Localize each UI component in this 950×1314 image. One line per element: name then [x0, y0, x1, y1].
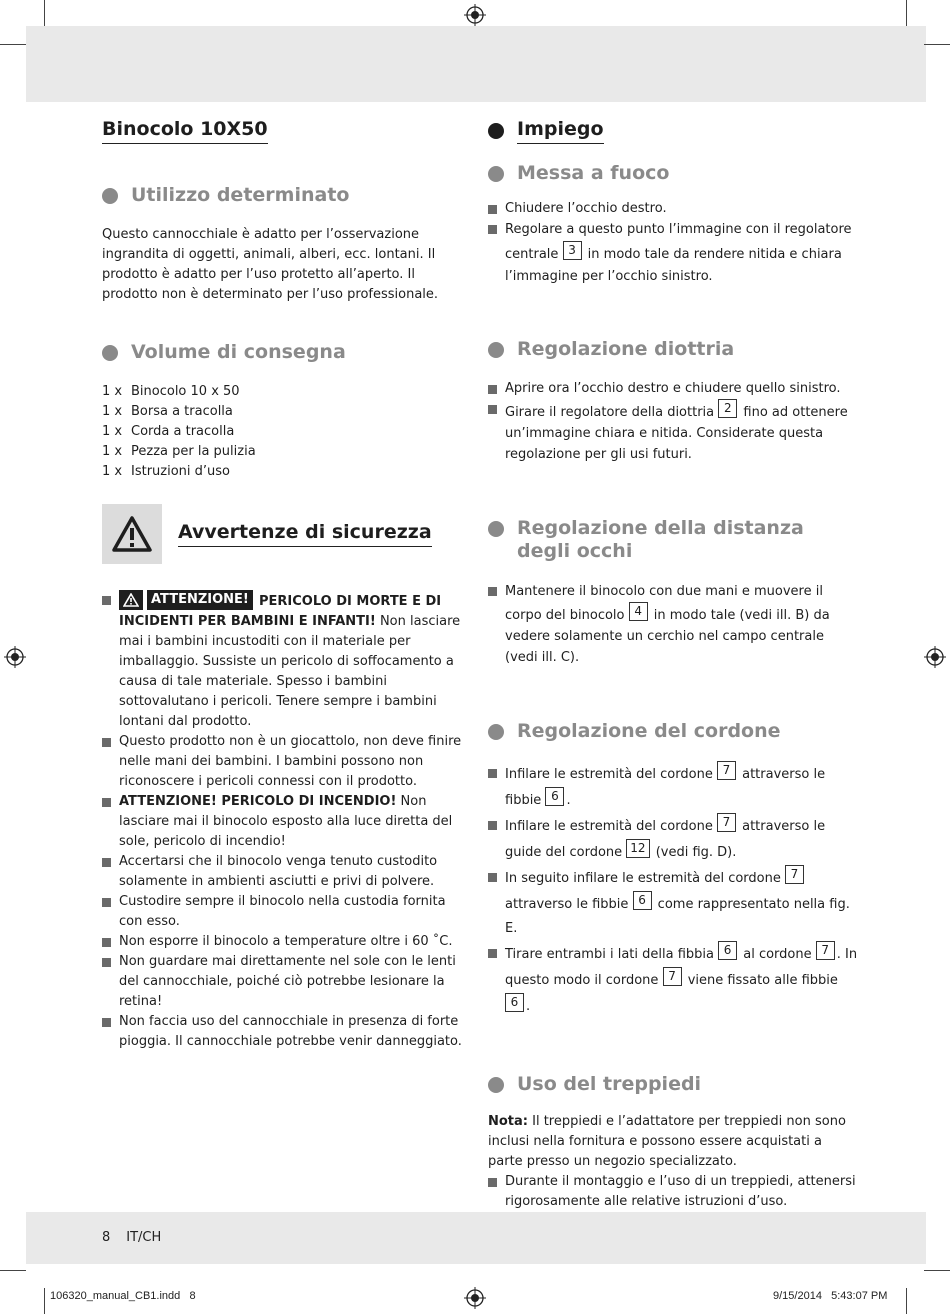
item-text: . In questo modo il cordone	[505, 947, 858, 988]
bullet-square-icon	[488, 821, 497, 830]
bullet-square-icon	[102, 858, 111, 867]
item-text: Chiudere l’occhio destro.	[505, 201, 667, 216]
list-item	[102, 590, 462, 732]
tripod-note	[488, 1112, 858, 1172]
diottria-list	[488, 379, 858, 465]
item-name: Borsa a tracolla	[131, 404, 233, 419]
list-item	[102, 952, 462, 1012]
bullet-square-icon	[488, 225, 497, 234]
item-text: in modo tale da rendere nitida e chiara l’immagine per l’occhio sinistro.	[505, 247, 842, 284]
bullet-square-icon	[488, 949, 497, 958]
messa-list	[488, 199, 858, 288]
part-ref: 6	[505, 993, 524, 1012]
delivery-list	[102, 382, 462, 482]
item-text: Girare il regolatore della diottria	[505, 405, 719, 420]
list-item	[102, 932, 462, 952]
bullet-square-icon	[488, 405, 497, 414]
item-name: Binocolo 10 x 50	[131, 384, 240, 399]
bullet-square-icon	[488, 205, 497, 214]
heading-distanza	[488, 517, 858, 563]
crop-mark	[924, 44, 950, 45]
item-text: attraverso le fibbie	[505, 897, 633, 912]
crop-mark	[924, 1270, 950, 1271]
bullet-dot-icon	[102, 188, 118, 204]
list-item	[102, 442, 462, 462]
right-column	[488, 112, 858, 1212]
part-ref: 7	[717, 761, 736, 780]
heading-distanza-text	[517, 517, 804, 563]
list-item	[102, 892, 462, 932]
list-item	[102, 382, 462, 402]
part-ref: 7	[816, 941, 835, 960]
item-text: Non esporre il binocolo a temperature oltre i 60 ˚C.	[119, 934, 453, 949]
item-qty: 1 x	[102, 384, 123, 399]
cordone-list	[488, 761, 858, 1019]
part-ref: 6	[718, 941, 737, 960]
item-text: al cordone	[739, 947, 816, 962]
list-item	[102, 402, 462, 422]
danger-text: ATTENZIONE! PERICOLO DI INCENDIO!	[119, 794, 397, 809]
crop-mark	[0, 1270, 26, 1271]
top-grey-band	[26, 26, 926, 102]
part-ref: 7	[663, 967, 682, 986]
item-text: .	[526, 999, 531, 1014]
bullet-dot-icon	[488, 342, 504, 358]
heading-treppiedi-text: Uso del treppiedi	[517, 1073, 702, 1095]
item-text: Non guardare mai direttamente nel sole con le lenti del cannocchiale, poiché ciò potrebbe lesionare la retina!	[119, 954, 456, 1009]
registration-mark-icon	[4, 646, 26, 668]
heading-diottria	[488, 338, 858, 361]
bullet-dot-icon	[488, 521, 504, 537]
registration-mark-icon	[924, 646, 946, 668]
part-ref: 3	[563, 241, 582, 260]
item-text: Questo prodotto non è un giocattolo, non deve finire nelle mani dei bambini. I bambini possono non riconoscere i pericoli connessi con il prodotto.	[119, 734, 462, 789]
bullet-dot-icon	[102, 345, 118, 361]
note-label: Nota:	[488, 1114, 528, 1129]
item-text: Non faccia uso del cannocchiale in presenza di forte pioggia. Il cannocchiale potrebbe venir danneggiato.	[119, 1014, 462, 1049]
list-item	[102, 422, 462, 442]
list-item	[488, 941, 858, 1019]
heading-utilizzo-text: Utilizzo determinato	[131, 184, 350, 206]
bullet-square-icon	[102, 798, 111, 807]
item-qty: 1 x	[102, 404, 123, 419]
danger-text: PERICOLO DI MORTE E DI INCIDENTI PER BAMBINI E INFANTI!	[119, 594, 442, 629]
heading-cordone	[488, 720, 858, 743]
list-item	[488, 399, 858, 465]
item-text: (vedi fig. D).	[651, 845, 737, 860]
crop-mark	[906, 0, 907, 26]
part-ref: 4	[629, 602, 648, 621]
heading-treppiedi	[488, 1073, 858, 1096]
bullet-square-icon	[102, 1018, 111, 1027]
treppiedi-list	[488, 1172, 858, 1212]
document-title: Binocolo 10X50	[102, 118, 268, 144]
registration-mark-icon	[464, 4, 486, 26]
bullet-square-icon	[102, 898, 111, 907]
item-qty: 1 x	[102, 424, 123, 439]
bullet-square-icon	[102, 958, 111, 967]
item-text: Infilare le estremità del cordone	[505, 819, 717, 834]
heading-line: Regolazione della distanza	[517, 517, 804, 539]
item-text: Accertarsi che il binocolo venga tenuto custodito solamente in ambienti asciutti e privi di polvere.	[119, 854, 438, 889]
item-text: Regolare a questo punto l’immagine con il regolatore centrale	[505, 222, 852, 262]
item-text: attraverso le guide del cordone	[505, 819, 826, 860]
heading-impiego	[488, 118, 858, 144]
heading-volume-text: Volume di consegna	[131, 341, 346, 363]
attention-label: ATTENZIONE!	[147, 590, 253, 610]
list-item	[488, 581, 858, 668]
item-text: Tirare entrambi i lati della fibbia	[505, 947, 719, 962]
list-item	[102, 462, 462, 482]
bullet-square-icon	[102, 738, 111, 747]
heading-volume	[102, 341, 462, 364]
attention-badge	[119, 590, 255, 610]
heading-cordone-text: Regolazione del cordone	[517, 720, 781, 742]
item-name: Corda a tracolla	[131, 424, 235, 439]
part-ref: 12	[626, 839, 649, 858]
bullet-square-icon	[488, 769, 497, 778]
list-item	[488, 1172, 858, 1212]
bullet-dot-icon	[488, 1077, 504, 1093]
utilizzo-paragraph: Questo cannocchiale è adatto per l’osservazione ingrandita di oggetti, animali, alberi, ecc. lontani. Il prodotto è adatto per l’uso protetto all’aperto. Il prodotto non è determinato per l’uso professionale.	[102, 227, 439, 302]
warning-triangle-icon	[119, 590, 143, 610]
list-item	[488, 379, 858, 399]
left-column	[102, 112, 462, 1052]
crop-mark	[44, 0, 45, 26]
item-text: Aprire ora l’occhio destro e chiudere quello sinistro.	[505, 381, 841, 396]
bullet-dot-icon	[488, 123, 504, 139]
item-text: in modo tale (vedi ill. B) da vedere solamente un cerchio nel campo centrale (vedi ill. C).	[505, 608, 830, 665]
item-text: In seguito infilare le estremità del cordone	[505, 871, 785, 886]
bullet-dot-icon	[488, 166, 504, 182]
page-footer	[102, 1230, 177, 1245]
list-item	[102, 852, 462, 892]
bullet-dot-icon	[488, 724, 504, 740]
item-name: Pezza per la pulizia	[131, 444, 256, 459]
crop-mark	[0, 44, 26, 45]
heading-utilizzo	[102, 184, 462, 207]
bullet-square-icon	[102, 596, 111, 605]
item-text: fino ad ottenere un’immagine chiara e nitida. Considerate questa regolazione per gli usi futuri.	[505, 405, 848, 462]
note-text: Il treppiedi e l’adattatore per treppiedi non sono inclusi nella fornitura e possono essere acquistati a parte presso un negozio specializzato.	[488, 1114, 846, 1169]
part-ref: 7	[717, 813, 736, 832]
heading-line: degli occhi	[517, 540, 633, 562]
item-text: Non lasciare mai i bambini incustoditi con il materiale per imballaggio. Sussiste un pericolo di soffocamento a causa di tale materiale. Spesso i bambini sottovalutano i pericoli. Tenere sempre i bambini lontani dal prodotto.	[119, 614, 461, 729]
list-item	[488, 199, 858, 219]
distanza-list	[488, 581, 858, 668]
print-datetime: 9/15/2014 5:43:07 PM	[773, 1290, 888, 1302]
crop-mark	[44, 1288, 45, 1314]
warning-triangle-icon	[111, 515, 153, 553]
file-slug: 106320_manual_CB1.indd 8	[50, 1290, 196, 1302]
list-item	[488, 761, 858, 813]
list-item	[102, 792, 462, 852]
item-name: Istruzioni d’uso	[131, 464, 231, 479]
item-text: Durante il montaggio e l’uso di un treppiedi, attenersi rigorosamente alle relative istruzioni d’uso.	[505, 1174, 856, 1209]
item-text: Custodire sempre il binocolo nella custodia fornita con esso.	[119, 894, 446, 929]
item-text: viene fissato alle fibbie	[683, 973, 838, 988]
part-ref: 6	[545, 787, 564, 806]
locale-label: IT/CH	[126, 1230, 162, 1245]
list-item	[488, 219, 858, 288]
bullet-square-icon	[488, 587, 497, 596]
item-text: come rappresentato nella fig. E.	[505, 897, 850, 936]
item-text: Mantenere il binocolo con due mani e muovere il corpo del binocolo	[505, 584, 823, 623]
safety-list	[102, 590, 462, 1052]
part-ref: 6	[633, 891, 652, 910]
safety-heading	[102, 504, 462, 564]
part-ref: 2	[718, 399, 737, 418]
registration-mark-icon	[464, 1287, 486, 1309]
item-text: attraverso le fibbie	[505, 767, 826, 808]
list-item	[102, 732, 462, 792]
page-number: 8	[102, 1230, 111, 1245]
crop-mark	[906, 1288, 907, 1314]
item-qty: 1 x	[102, 444, 123, 459]
item-text: Infilare le estremità del cordone	[505, 767, 717, 782]
heading-messa-text: Messa a fuoco	[517, 162, 670, 184]
list-item	[102, 1012, 462, 1052]
bullet-square-icon	[102, 938, 111, 947]
part-ref: 7	[785, 865, 804, 884]
heading-impiego-text: Impiego	[517, 118, 604, 144]
list-item	[488, 813, 858, 865]
safety-heading-text: Avvertenze di sicurezza	[178, 521, 432, 547]
list-item	[488, 865, 858, 941]
bullet-square-icon	[488, 1178, 497, 1187]
bullet-square-icon	[488, 385, 497, 394]
bullet-square-icon	[488, 873, 497, 882]
warning-box	[102, 504, 162, 564]
heading-diottria-text: Regolazione diottria	[517, 338, 735, 360]
item-text: .	[566, 793, 571, 808]
item-qty: 1 x	[102, 464, 123, 479]
item-text: Non lasciare mai il binocolo esposto alla luce diretta del sole, pericolo di incendio!	[119, 794, 453, 849]
heading-messa	[488, 162, 858, 185]
